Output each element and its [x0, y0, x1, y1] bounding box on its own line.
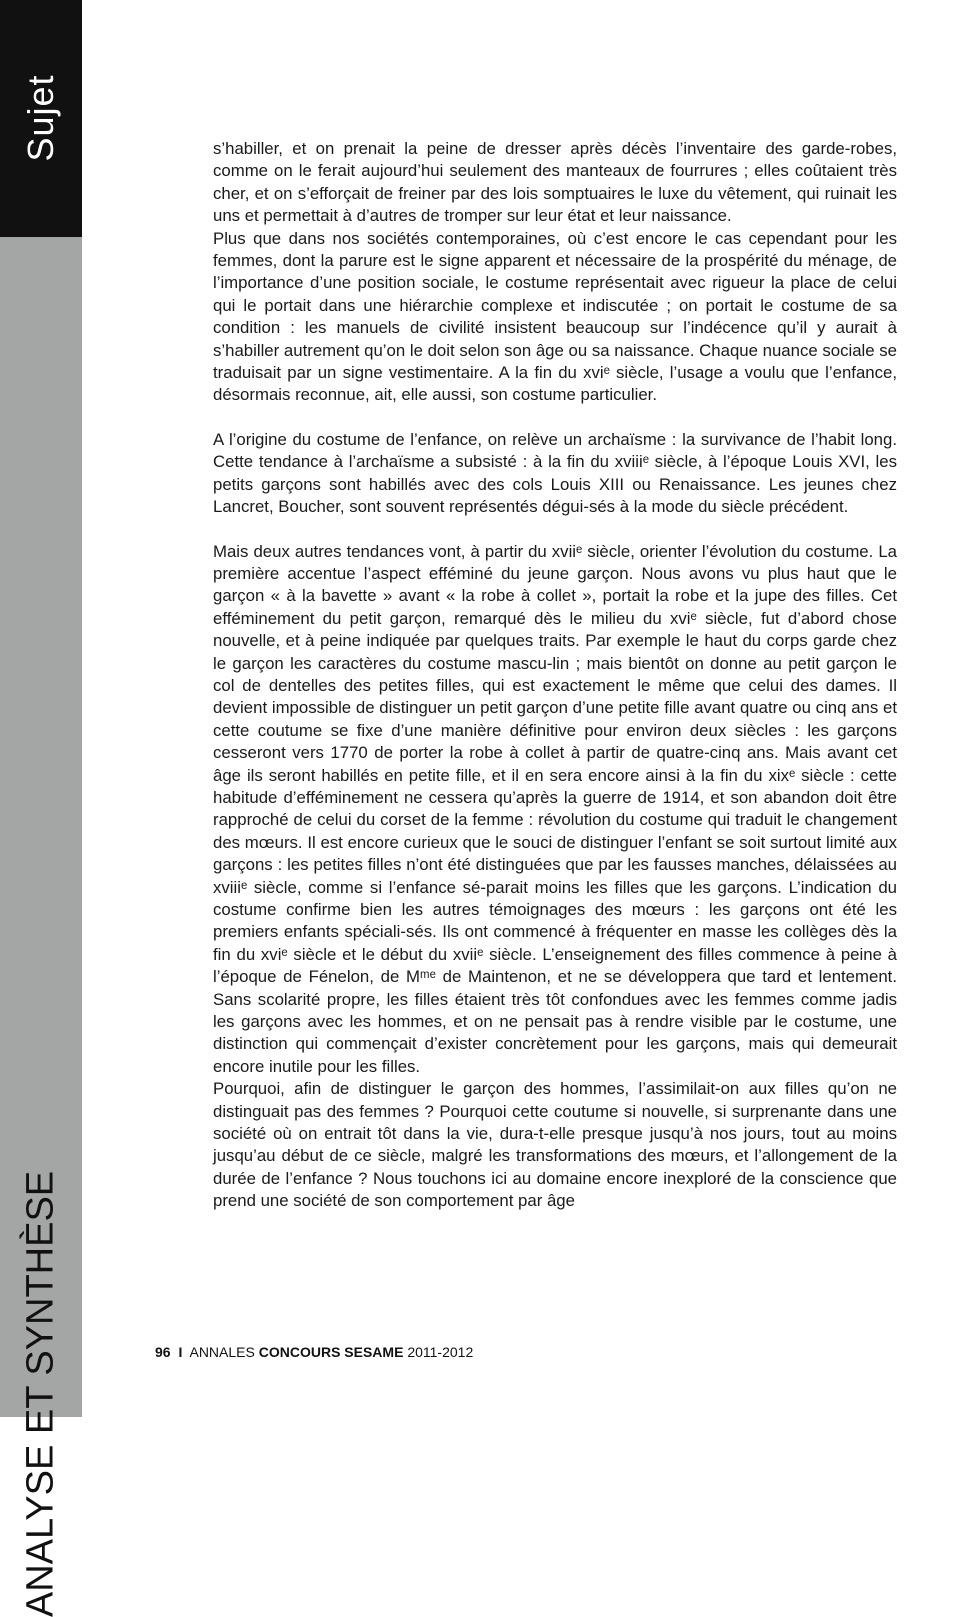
paragraph-3: A l’origine du costume de l’enfance, on relève un archaïsme : la survivance de l’habit long. Cette tendance à l’archaïsme a subsisté : à la fin du xviiiᵉ siècle, à l’époque Louis XVI, les petits garçons sont habillés avec des cols Louis XIII ou Renaissance. Les jeunes chez Lancret, Boucher, sont souvent représentés dégui-sés à la mode du siècle précédent.: [213, 429, 897, 517]
page-footer: [155, 1344, 473, 1360]
paragraph-2: Plus que dans nos sociétés contemporaines, où c’est encore le cas cependant pour les femmes, dont la parure est le signe apparent et nécessaire de la prospérité du ménage, de l’importance d’une position sociale, le costume représentait avec rigueur la place de celui qui le portait dans une hiérarchie complexe et indiscutée ; on portait le costume de sa condition : les manuels de civilité insistent beaucoup sur l’indécence qu’il y aurait à s’habiller autrement qu’on le doit selon son âge ou sa naissance. Chaque nuance sociale se traduisait par un signe vestimentaire. A la fin du xviᵉ siècle, l’usage a voulu que l’enfance, désormais reconnue, ait, elle aussi, son costume particulier.: [213, 228, 897, 405]
section-label-analyse: ANALYSE ET SYNTHÈSE: [19, 1170, 62, 1617]
footer-separator: I: [178, 1344, 183, 1360]
footer-concours: CONCOURS SESAME: [258, 1344, 404, 1360]
paragraph-4: Mais deux autres tendances vont, à partir du xviiᵉ siècle, orienter l’évolution du costume. La première accentue l’aspect efféminé du jeune garçon. Nous avons vu plus haut que le garçon « à la bavette » avant « la robe à collet », portait la robe et la jupe des filles. Cet efféminement du petit garçon, remarqué dès le milieu du xviᵉ siècle, fut d’abord chose nouvelle, et à peine indiquée par quelques traits. Par exemple le haut du corps garde chez le garçon les caractères du costume mascu-lin ; mais bientôt on donne au petit garçon le col de dentelles des petites filles, qui est exactement le même que celui des dames. Il devient impossible de distinguer un petit garçon d’une petite fille avant quatre ou cinq ans et cette coutume se fixe d’une manière définitive pour environ deux siècles : les garçons cesseront vers 1770 de porter la robe à collet à partir de quatre-cinq ans. Mais avant cet âge ils seront habillés en petite fille, et il en sera encore ainsi à la fin du xixᵉ siècle : cette habitude d’efféminement ne cessera qu’après la guerre de 1914, et son abandon doit être rapproché de celui du corset de la femme : révolution du costume qui traduit le changement des mœurs. Il est encore curieux que le souci de distinguer l’enfant se soit surtout limité aux garçons : les petites filles n’ont été distinguées que par les fausses manches, délaissées au xviiiᵉ siècle, comme si l’enfance sé-parait moins les filles que les garçons. L’indication du costume confirme bien les autres témoignages des mœurs : les garçons ont été les premiers enfants spéciali-sés. Ils ont commencé à fréquenter en masse les collèges dès la fin du xviᵉ siècle et le début du xviiᵉ siècle. L’enseignement des filles commence à peine à l’époque de Fénelon, de Mᵐᵉ de Maintenon, et ne se développera que tard et lentement. Sans scolarité propre, les filles étaient très tôt confondues avec les femmes comme jadis les garçons avec les hommes, et on ne pensait pas à rendre visible par le costume, une distinction qui commençait d’exister concrètement pour les garçons, mais qui demeurait encore inutile pour les filles.: [213, 541, 897, 1076]
body-text: [213, 138, 897, 1213]
page-number: 96: [155, 1344, 171, 1360]
footer-annales: ANNALES: [189, 1344, 255, 1360]
sidebar-bottom-band: [0, 237, 82, 1617]
paragraph-1: s’habiller, et on prenait la peine de dresser après décès l’inventaire des garde-robes, comme on le ferait aujourd’hui seulement des manteaux de fourrures ; elles coûtaient très cher, et on s’efforçait de freiner par des lois somptuaires le luxe du vêtement, qui ruinait les uns et permettait à d’autres de tromper sur leur état et leur naissance.: [213, 139, 897, 226]
paragraph-5: Pourquoi, afin de distinguer le garçon des hommes, l’assimilait-on aux filles qu’on ne distinguait pas des femmes ? Pourquoi cette coutume si nouvelle, si surprenante dans une société où on entrait tôt dans la vie, dura-t-elle presque jusqu’à nos jours, tout au moins jusqu’au début de ce siècle, malgré les transformations des mœurs, et l’allongement de la durée de l’enfance ? Nous touchons ici au domaine encore inexploré de la conscience que prend une société de son comportement par âge: [213, 1079, 897, 1211]
sidebar-top-band: [0, 0, 82, 237]
footer-years: 2011-2012: [407, 1344, 474, 1360]
section-label-sujet: Sujet: [20, 74, 61, 162]
